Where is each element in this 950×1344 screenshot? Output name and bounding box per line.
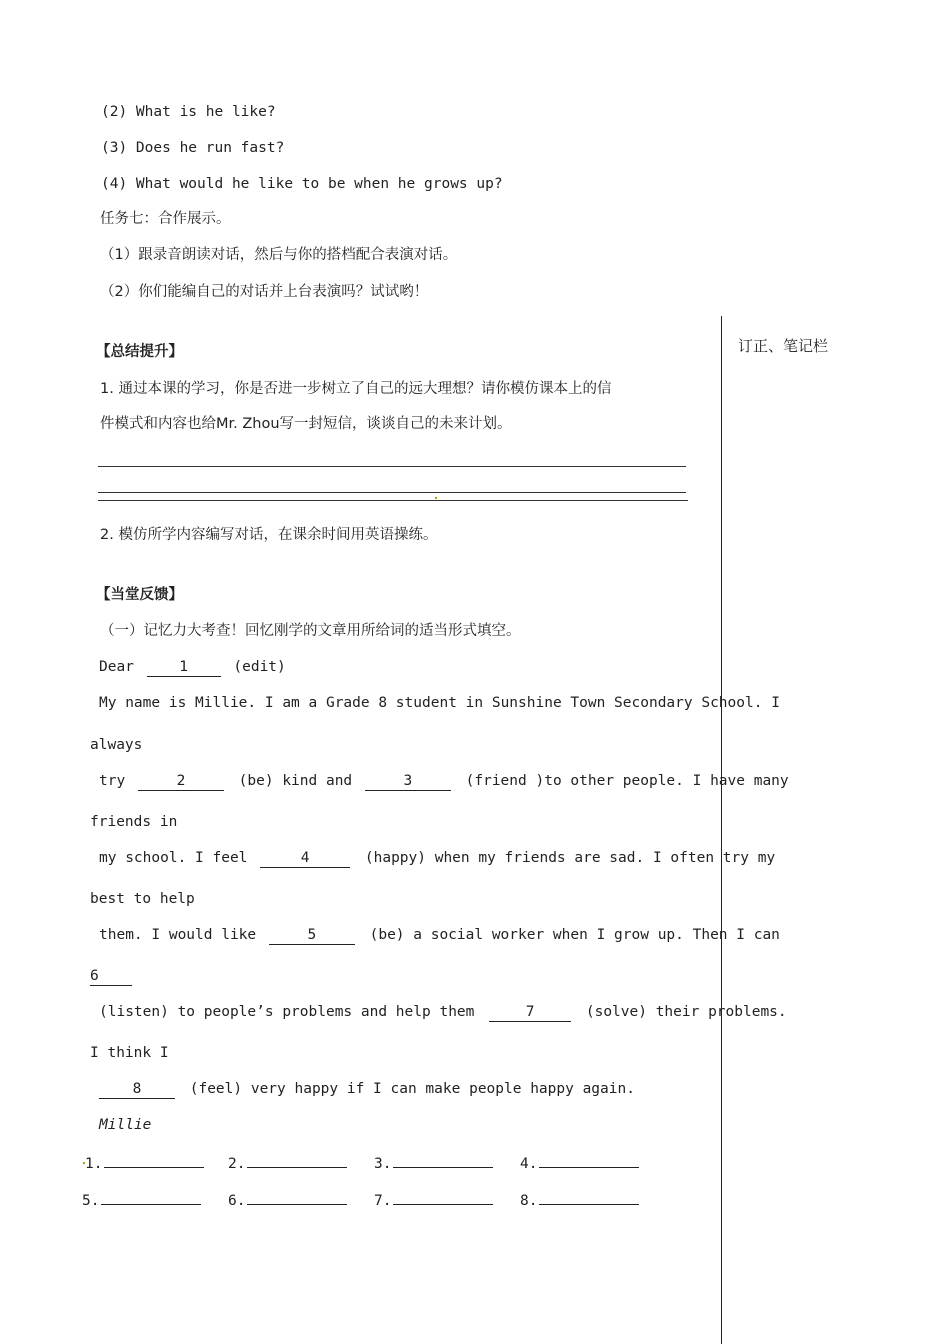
answer-7-label: 7. [374,1193,392,1209]
answer-6[interactable] [228,1188,347,1211]
passage-line-2 [99,771,789,791]
blank-1[interactable]: 1 [147,658,221,677]
answer-3-label: 3. [374,1156,392,1172]
summary-heading: 【总结提升】 [96,344,183,360]
blank-4[interactable]: 4 [260,849,350,868]
passage-line-4 [99,925,780,945]
summary-item-2: 2. 模仿所学内容编写对话，在课余时间用英语操练。 [100,527,438,543]
segment-d2: (be) a social worker when I grow up. Then I can [369,927,780,943]
answer-4-label: 4. [520,1156,538,1172]
question-3: (3) Does he run fast? [101,140,285,156]
summary-item-1-line-2: 件模式和内容也给Mr. Zhou写一封短信，谈谈自己的未来计划。 [100,416,512,432]
answer-4[interactable] [520,1151,639,1174]
segment-b1: (be) kind and [238,773,353,789]
passage-line-3 [99,848,775,868]
passage-line-5-wrap: I think I [90,1045,169,1061]
dear-line [99,657,286,677]
segment-c2: (happy) when my friends are sad. I often try my [364,850,776,866]
passage-line-4-wrap [90,966,132,986]
passage-line-1: My name is Millie. I am a Grade 8 student in Sunshine Town Secondary School. I [99,695,780,711]
writing-line-1[interactable] [98,466,686,467]
writing-line-3[interactable] [98,500,688,501]
answer-7[interactable] [374,1188,493,1211]
question-2: (2) What is he like? [101,104,276,120]
word-try: try [99,773,126,789]
question-4: (4) What would he like to be when he grows up? [101,176,503,192]
answer-5-label: 5. [82,1193,100,1209]
segment-f: (feel) very happy if I can make people happy again. [189,1081,635,1097]
answer-2-label: 2. [228,1156,246,1172]
answer-3[interactable] [374,1151,493,1174]
blank-7[interactable]: 7 [489,1003,571,1022]
answer-6-label: 6. [228,1193,246,1209]
task7-title: 任务七：合作展示。 [100,211,231,227]
answer-8[interactable] [520,1188,639,1211]
stray-mark [435,497,437,499]
blank-8[interactable]: 8 [99,1080,175,1099]
task7-item-1: （1）跟录音朗读对话，然后与你的搭档配合表演对话。 [100,247,458,263]
passage-line-6 [99,1079,635,1099]
notes-divider [721,316,722,1344]
notes-column-title: 订正、笔记栏 [738,337,829,355]
blank-3[interactable]: 3 [365,772,451,791]
answer-1[interactable] [85,1151,204,1174]
answer-5[interactable] [82,1188,201,1211]
blank-5[interactable]: 5 [269,926,355,945]
segment-c1: my school. I feel [99,850,248,866]
writing-line-2[interactable] [98,492,686,493]
passage-line-3-wrap: best to help [90,891,195,907]
summary-item-1-line-1: 1. 通过本课的学习，你是否进一步树立了自己的远大理想？请你模仿课本上的信 [100,381,612,397]
blank-2[interactable]: 2 [138,772,224,791]
answer-8-label: 8. [520,1193,538,1209]
dear-word: Dear [99,659,134,675]
answer-2[interactable] [228,1151,347,1174]
passage-line-5 [99,1002,787,1022]
hint-1: (edit) [233,659,286,675]
segment-d1: them. I would like [99,927,257,943]
blank-6[interactable]: 6 [90,967,132,986]
signature: Millie [99,1117,152,1133]
task7-item-2: （2）你们能编自己的对话并上台表演吗？试试哟！ [100,284,429,300]
answer-1-label: 1. [85,1156,103,1172]
passage-line-2-wrap: friends in [90,814,178,830]
segment-b2: (friend )to other people. I have many [465,773,789,789]
segment-e2: (solve) their problems. [585,1004,787,1020]
feedback-instruction: （一）记忆力大考查！回忆刚学的文章用所给词的适当形式填空。 [100,623,521,639]
feedback-heading: 【当堂反馈】 [96,587,183,603]
segment-e1: (listen) to people’s problems and help them [99,1004,475,1020]
passage-line-1-wrap: always [90,737,143,753]
